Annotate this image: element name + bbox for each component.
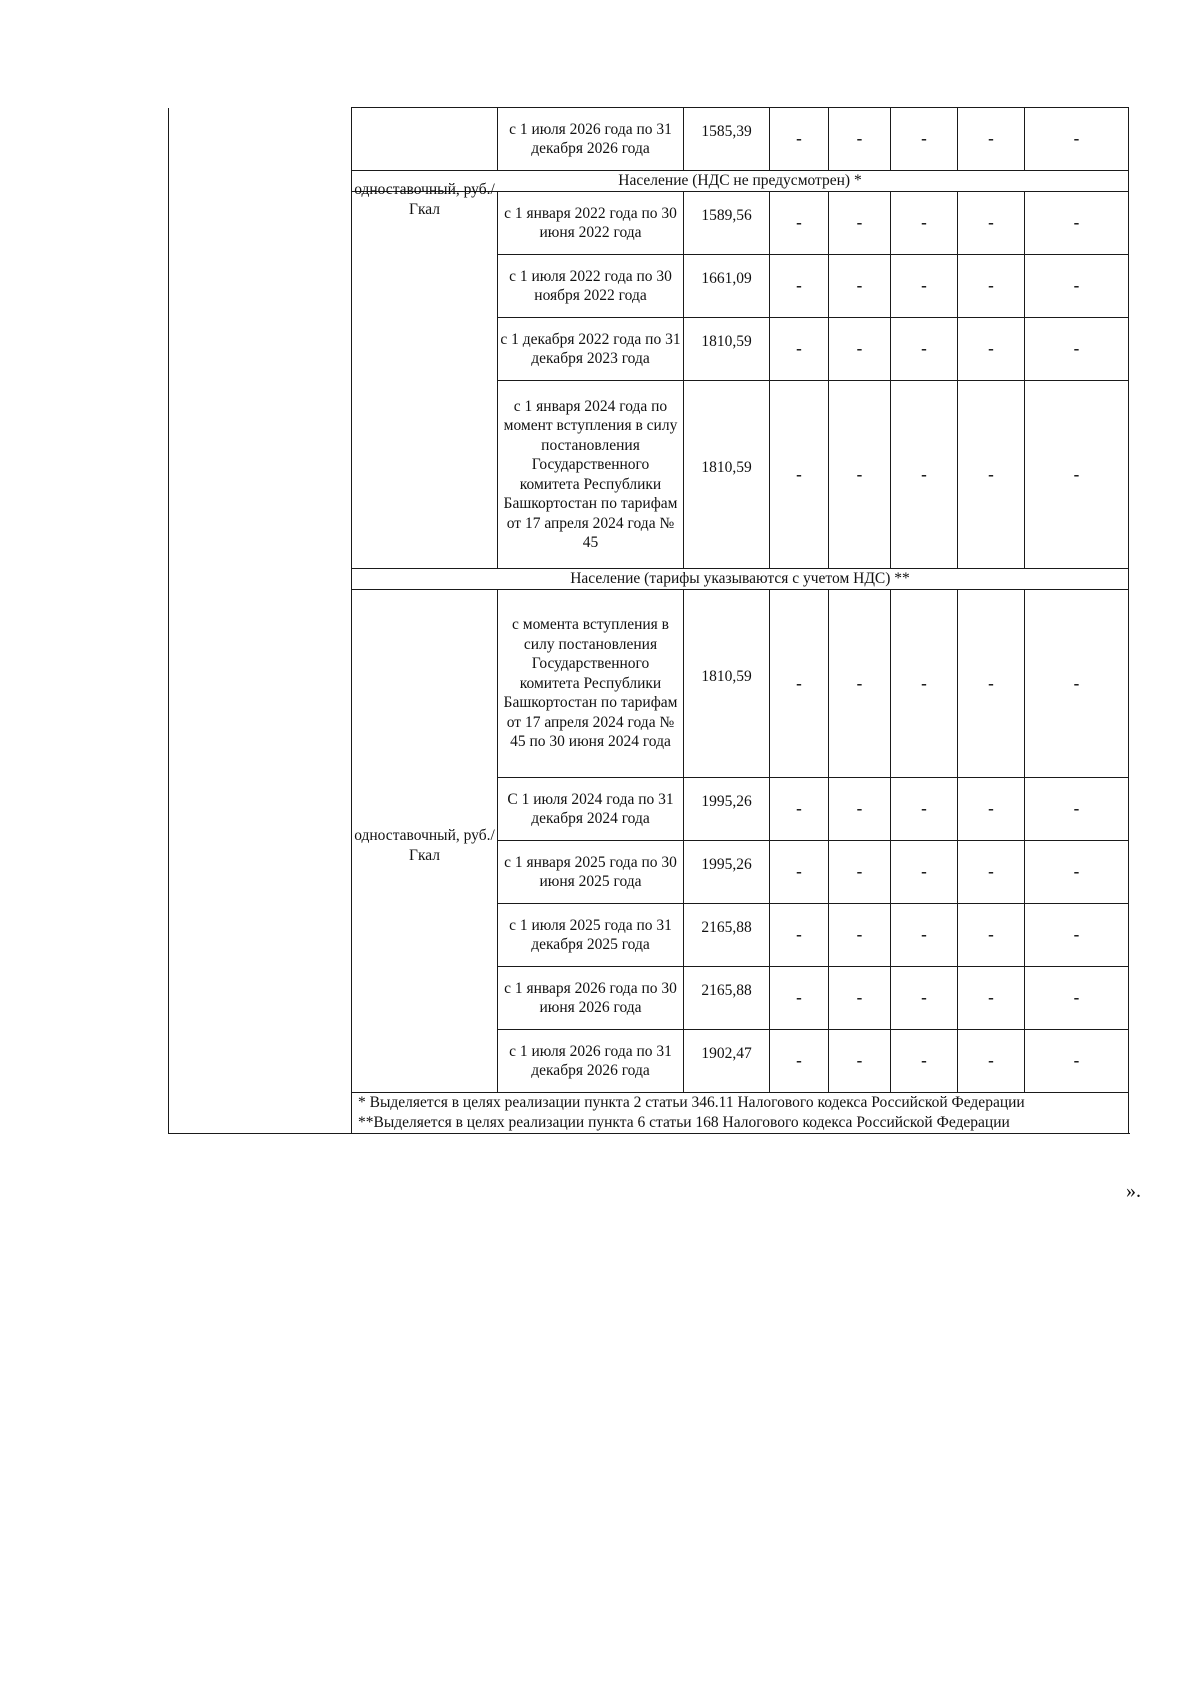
tariff-value: 1995,26 — [684, 778, 770, 841]
dash-cell: - — [770, 967, 829, 1030]
closing-quote-mark: ». — [1126, 1180, 1141, 1202]
rate-type-cell — [352, 181, 498, 569]
dash-cell: - — [829, 318, 891, 381]
period-cell: с 1 июля 2026 года по 31 декабря 2026 года — [498, 108, 684, 171]
dash-cell: - — [891, 967, 958, 1030]
rate-type-label: одноставочный, руб./Гкал — [354, 181, 495, 218]
tariff-value: 1810,59 — [684, 318, 770, 381]
tariff-table — [168, 107, 1129, 1134]
dash-cell: - — [829, 108, 891, 171]
dash-cell: - — [1025, 967, 1129, 1030]
dash-cell: - — [891, 841, 958, 904]
tariff-value: 2165,88 — [684, 967, 770, 1030]
period-cell: с 1 июля 2025 года по 31 декабря 2025 года — [498, 904, 684, 967]
period-cell: с 1 июля 2022 года по 30 ноября 2022 года — [498, 255, 684, 318]
dash-cell: - — [891, 192, 958, 255]
dash-cell: - — [958, 318, 1025, 381]
period-cell: с момента вступления в силу постановления Государственного комитета Республики Башкортостан по тарифам от 17 апреля 2024 года № 45 по 30 июня 2024 года — [498, 590, 684, 778]
tariff-value: 1589,56 — [684, 192, 770, 255]
dash-cell: - — [829, 192, 891, 255]
type-cell-empty — [352, 108, 498, 171]
footnotes — [352, 1093, 1129, 1134]
dash-cell: - — [1025, 255, 1129, 318]
footnote-2: **Выделяется в целях реализации пункта 6 статьи 168 Налогового кодекса Российской Федерации — [358, 1114, 1010, 1131]
dash-cell: - — [891, 778, 958, 841]
dash-cell: - — [958, 381, 1025, 569]
dash-cell: - — [770, 108, 829, 171]
dash-cell: - — [891, 1030, 958, 1093]
tariff-value: 1902,47 — [684, 1030, 770, 1093]
dash-cell: - — [770, 778, 829, 841]
tariff-value: 1585,39 — [684, 108, 770, 171]
dash-cell: - — [1025, 192, 1129, 255]
period-cell: с 1 января 2022 года по 30 июня 2022 года — [498, 192, 684, 255]
period-cell: с 1 января 2025 года по 30 июня 2025 года — [498, 841, 684, 904]
dash-cell: - — [1025, 318, 1129, 381]
tariff-value: 1661,09 — [684, 255, 770, 318]
dash-cell: - — [1025, 904, 1129, 967]
dash-cell: - — [958, 778, 1025, 841]
dash-cell: - — [891, 381, 958, 569]
dash-cell: - — [1025, 778, 1129, 841]
dash-cell: - — [891, 904, 958, 967]
period-cell: с 1 июля 2026 года по 31 декабря 2026 года — [498, 1030, 684, 1093]
left-empty-column — [169, 108, 352, 1134]
dash-cell: - — [958, 192, 1025, 255]
dash-cell: - — [770, 590, 829, 778]
dash-cell: - — [891, 255, 958, 318]
dash-cell: - — [1025, 381, 1129, 569]
dash-cell: - — [770, 841, 829, 904]
dash-cell: - — [1025, 1030, 1129, 1093]
period-cell: с 1 декабря 2022 года по 31 декабря 2023 года — [498, 318, 684, 381]
dash-cell: - — [829, 967, 891, 1030]
dash-cell: - — [958, 108, 1025, 171]
section-heading: Население (НДС не предусмотрен) * — [352, 171, 1129, 192]
rate-type-label: одноставочный, руб./Гкал — [354, 827, 495, 864]
dash-cell: - — [958, 904, 1025, 967]
tariff-value: 1810,59 — [684, 381, 770, 569]
dash-cell: - — [1025, 841, 1129, 904]
dash-cell: - — [829, 841, 891, 904]
dash-cell: - — [770, 381, 829, 569]
dash-cell: - — [829, 778, 891, 841]
dash-cell: - — [891, 108, 958, 171]
tariff-value: 2165,88 — [684, 904, 770, 967]
tariff-value: 1995,26 — [684, 841, 770, 904]
rate-type-cell — [352, 590, 498, 1093]
period-cell: с 1 января 2026 года по 30 июня 2026 года — [498, 967, 684, 1030]
dash-cell: - — [829, 1030, 891, 1093]
period-cell: С 1 июля 2024 года по 31 декабря 2024 года — [498, 778, 684, 841]
dash-cell: - — [770, 255, 829, 318]
dash-cell: - — [770, 1030, 829, 1093]
dash-cell: - — [770, 318, 829, 381]
section-heading: Население (тарифы указываются с учетом НДС) ** — [352, 569, 1129, 590]
dash-cell: - — [958, 967, 1025, 1030]
dash-cell: - — [770, 192, 829, 255]
period-cell: с 1 января 2024 года по момент вступления в силу постановления Государственного комитета Республики Башкортостан по тарифам от 17 апреля 2024 года № 45 — [498, 381, 684, 569]
tariff-value: 1810,59 — [684, 590, 770, 778]
dash-cell: - — [829, 381, 891, 569]
footnote-1: * Выделяется в целях реализации пункта 2 статьи 346.11 Налогового кодекса Российской Федерации — [358, 1094, 1025, 1111]
dash-cell: - — [891, 590, 958, 778]
dash-cell: - — [1025, 108, 1129, 171]
dash-cell: - — [958, 841, 1025, 904]
dash-cell: - — [958, 255, 1025, 318]
dash-cell: - — [829, 904, 891, 967]
dash-cell: - — [958, 590, 1025, 778]
dash-cell: - — [829, 590, 891, 778]
dash-cell: - — [1025, 590, 1129, 778]
dash-cell: - — [770, 904, 829, 967]
dash-cell: - — [829, 255, 891, 318]
table-row — [169, 108, 1129, 171]
dash-cell: - — [891, 318, 958, 381]
dash-cell: - — [958, 1030, 1025, 1093]
